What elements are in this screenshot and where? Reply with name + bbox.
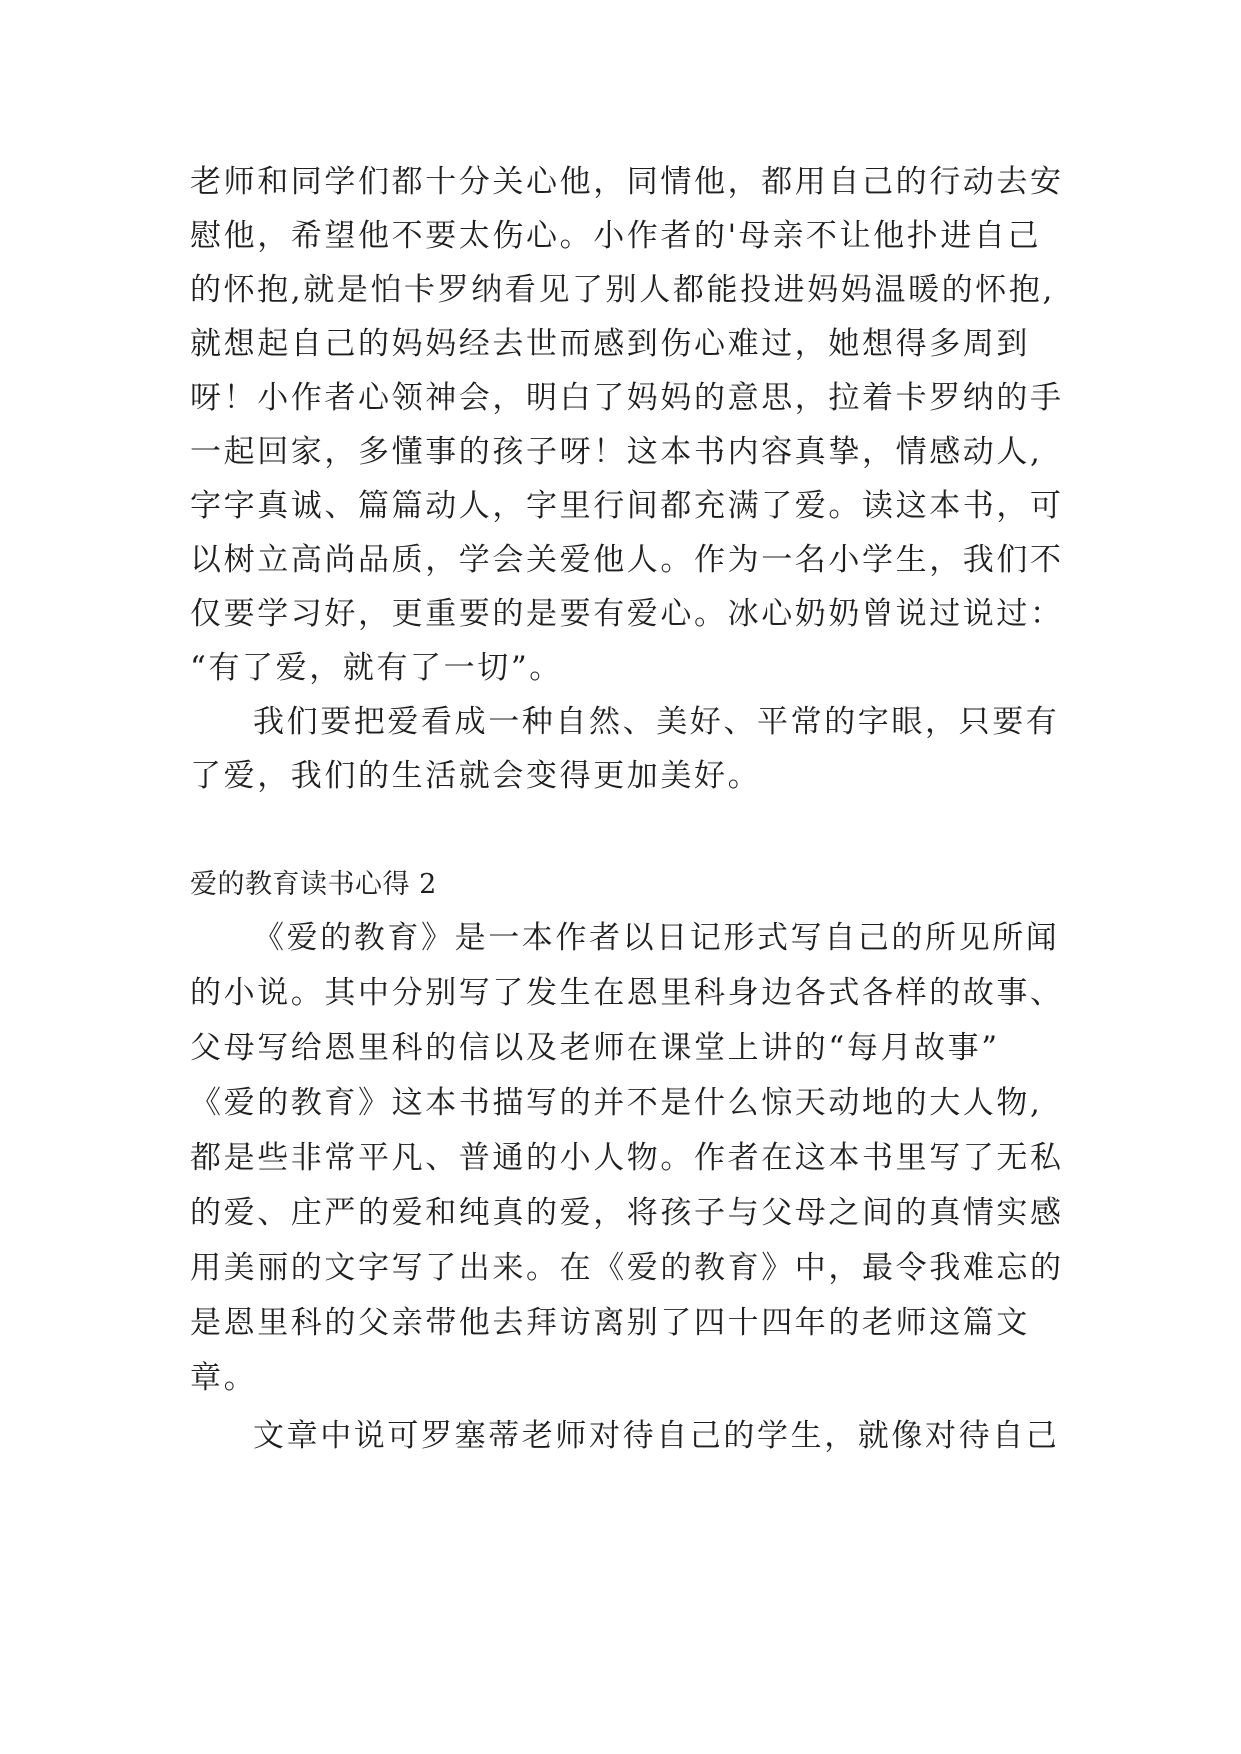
text-line: 就想起自己的妈妈经去世而感到伤心难过，她想得多周到 (190, 326, 1030, 362)
section-heading: 爱的教育读书心得 2 (190, 869, 437, 900)
text-line: 文章中说可罗塞蒂老师对待自己的学生，就像对待自己 (253, 1418, 1060, 1454)
text-line: 老师和同学们都十分关心他，同情他，都用自己的行动去安 (190, 164, 1064, 200)
text-line: 的小说。其中分别写了发生在恩里科身边各式各样的故事、 (190, 975, 1064, 1011)
text-line: 是恩里科的父亲带他去拜访离别了四十四年的老师这篇文 (190, 1305, 1030, 1341)
text-line: 的爱、庄严的爱和纯真的爱，将孩子与父母之间的真情实感 (190, 1195, 1064, 1231)
text-line: 慰他，希望他不要太伤心。小作者的'母亲不让他扑进自己 (190, 218, 1042, 254)
text-line: 呀！小作者心领神会，明白了妈妈的意思，拉着卡罗纳的手 (190, 380, 1064, 416)
text-line: 都是些非常平凡、普通的小人物。作者在这本书里写了无私 (190, 1140, 1064, 1176)
text-line: 用美丽的文字写了出来。在《爱的教育》中，最令我难忘的 (190, 1250, 1064, 1286)
text-line: 《爱的教育》是一本作者以日记形式写自己的所见所闻 (253, 920, 1060, 956)
text-line: 了爱，我们的生活就会变得更加美好。 (190, 758, 762, 794)
text-line: 章。 (190, 1360, 258, 1396)
text-line: 我们要把爱看成一种自然、美好、平常的字眼，只要有 (253, 704, 1060, 740)
text-line: 字字真诚、篇篇动人，字里行间都充满了爱。读这本书，可 (190, 488, 1064, 524)
text-line: 《爱的教育》这本书描写的并不是什么惊天动地的大人物, (190, 1085, 1043, 1121)
text-line: 父母写给恩里科的信以及老师在课堂上讲的“每月故事” (190, 1030, 1000, 1066)
text-line: 仅要学习好，更重要的是要有爱心。冰心奶奶曾说过说过： (190, 596, 1064, 632)
text-line: 以树立高尚品质，学会关爱他人。作为一名小学生，我们不 (190, 542, 1064, 578)
text-line: “有了爱，就有了一切”。 (190, 650, 563, 686)
text-line: 的怀抱,就是怕卡罗纳看见了别人都能投进妈妈温暖的怀抱, (190, 272, 1055, 308)
text-line: 一起回家，多懂事的孩子呀！这本书内容真挚，情感动人, (190, 434, 1043, 470)
